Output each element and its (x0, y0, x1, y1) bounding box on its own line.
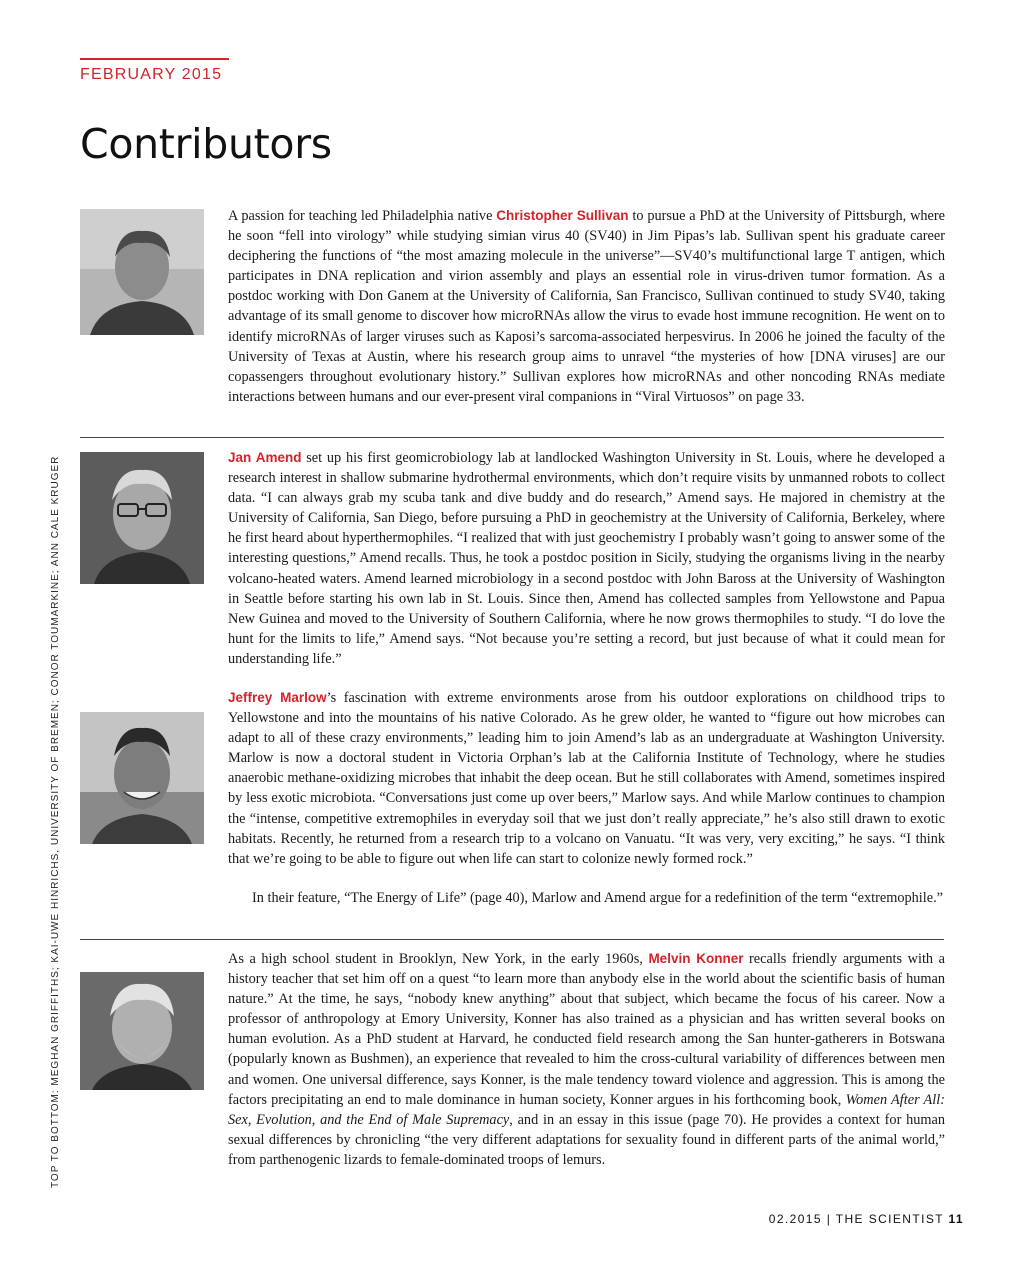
portrait-icon (80, 209, 204, 335)
section-divider (80, 437, 944, 438)
contributor-photo-marlow (80, 712, 204, 844)
page-footer (769, 1212, 964, 1226)
footer-separator: | (826, 1212, 832, 1226)
footer-date: 02.2015 (768, 1212, 822, 1226)
bio-sullivan: A passion for teaching led Philadelphia native Christopher Sullivan to pursue a PhD at the University of Pittsburgh, where he soon “fell into virology” while studying simian virus 40 (SV40) in Jim Pipas’s lab. Sullivan spent his graduate career deciphering the functions of “the most amazing molecule in the universe”—SV40’s multifunctional large T antigen, which participates in DNA replication and virion assembly and plays an essential role in virus-driven tumor formation. As a postdoc working with Don Ganem at the University of California, San Francisco, Sullivan continued to study SV40, taking advantage of its small genome to discover how microRNAs allow the virus to evade host immune recognition. He went on to identify microRNAs of larger viruses such as Kaposi’s sarcoma-associated herpesvirus. In 2006 he joined the faculty of the University of Texas at Austin, where his research group aims to unravel “the mysteries of how [DNA viruses] are our copassengers throughout evolutionary history.” Sullivan explores how microRNAs and other noncoding RNAs mediate interactions between humans and our ever-present viral companions in “Viral Virtuosos” on page 33. (228, 208, 945, 405)
page-title: Contributors (80, 120, 332, 168)
contributor-photo-konner (80, 972, 204, 1090)
portrait-icon (80, 972, 204, 1090)
contributor-name: Jan Amend (228, 450, 302, 465)
bio-amend: Jan Amend set up his first geomicrobiology lab at landlocked Washington University in St. Louis, where he developed a research interest in shallow submarine hydrothermal environments, which don’t require visits by unmanned robots to collect data. “I can always grab my scuba tank and dive buddy and do research,” Amend says. He majored in chemistry at the University of California, San Diego, before pursuing a PhD in geochemistry at the University of California, Berkeley, where he first heard about hyperthermophiles. “I realized that with just geochemistry I probably wasn’t going to answer some of the interesting questions,” Amend recalls. Thus, he took a postdoc position in Sicily, studying the organisms living in the nearby volcano-heated waters. Amend learned microbiology in a second postdoc with John Baross at the University of Washington in Seattle before starting his own lab in St. Louis. Since then, Amend has collected samples from Yellowstone and Papua New Guinea and moved to the University of Southern California, where he now grows thermophiles to study. “I do love the hunt for the limits to life,” Amend says. “Not because you’re setting a record, but just because of what it could mean for understanding life.” (228, 450, 945, 667)
page-number: 11 (948, 1212, 964, 1226)
contributor-photo-amend (80, 452, 204, 584)
portrait-icon (80, 712, 204, 844)
portrait-icon (80, 452, 204, 584)
section-divider (80, 939, 944, 940)
book-title: Women After All: Sex, Evolution, and the End of Male Supremacy (228, 1091, 945, 1128)
bio-konner: As a high school student in Brooklyn, New York, in the early 1960s, Melvin Konner recalls friendly arguments with a history teacher that set him off on a quest “to learn more than anybody else in the world about the scientific basis of human nature.” At the time, he says, “nobody knew anything” about that subject, which became the focus of his career. Now a professor of anthropology at Emory University, Konner has also trained as a physician and has written several books on human evolution. As a PhD student at Harvard, he conducted field research among the San hunter-gatherers in Botswana (popularly known as Bushmen), an experience that revealed to him the cross-cultural variability of differences between men and women. One universal difference, says Konner, is the male tendency toward violence and aggression. This is among the factors precipitating an end to male dominance in human society, Konner argues in his forthcoming book, Women After All: Sex, Evolution, and the End of Male Supremacy, and in an essay in this issue (page 70). He provides a context for human sexual differences by chronicling “the very different adaptations for sexuality found in different parts of the animal world,” from parthenogenic lizards to female-dominated troops of lemurs. (228, 951, 945, 1168)
footer-magazine: THE SCIENTIST (835, 1212, 944, 1226)
feature-note: In their feature, “The Energy of Life” (page 40), Marlow and Amend argue for a redefinition of the term “extremophile.” (252, 890, 943, 906)
contributor-name: Christopher Sullivan (496, 208, 629, 223)
bio-marlow: Jeffrey Marlow’s fascination with extreme environments arose from his outdoor explorations on childhood trips to Yellowstone and into the mountains of his native Colorado. As he grew older, he wanted to “figure out how microbes can adapt to all of these crazy environments,” leading him to join Amend’s lab as an undergraduate at Washington University. Marlow is now a doctoral student in Victoria Orphan’s lab at the California Institute of Technology, where he studies anaerobic methane-oxidizing microbes that inhabit the deep ocean. But he still collaborates with Amend, sometimes inspired by less exotic microbiota. “Conversations just come up over beers,” Marlow says. And while Marlow continues to champion the “intense, competitive extremophiles in everyday soil that we just don’t really appreciate,” he’s also still drawn to exotic habitats. Recently, he returned from a research trip to a volcano on Vanuatu. “It was very, very exciting,” he says. “I think that we’re going to be able to figure out when life can start to colonize newly formed rock.” (228, 690, 945, 867)
contributor-name: Melvin Konner (648, 951, 744, 966)
header-rule (80, 58, 229, 60)
issue-label: FEBRUARY 2015 (80, 66, 223, 83)
contributor-name: Jeffrey Marlow (228, 690, 327, 705)
photo-credits: TOP TO BOTTOM: MEGHAN GRIFFITHS; KAI-UWE HINRICHS, UNIVERSITY OF BREMEN; CONOR TOUMARKINE; ANN CALE KRUGER (50, 455, 61, 1188)
contributor-photo-sullivan (80, 209, 204, 335)
